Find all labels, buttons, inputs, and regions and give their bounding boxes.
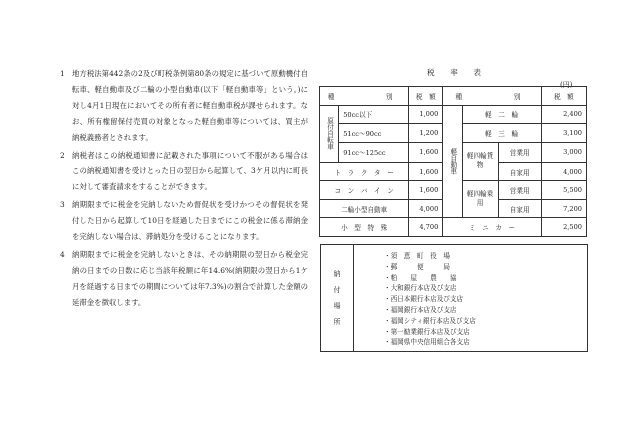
header-kind-left: 種 別 bbox=[320, 87, 409, 106]
list-item: ・須 恵 町 役 場 bbox=[384, 252, 450, 260]
list-item: ・福岡県中央信用組合各支店 bbox=[384, 338, 470, 347]
moped-group-label: 原付自転車 bbox=[320, 105, 339, 162]
payment-label bbox=[321, 245, 354, 351]
header-kind-right: 種 別 bbox=[443, 87, 541, 106]
note-text: 納期限までに税金を完納しないため督促状を受けかつその督促状を発付した日から起算して10日を経過した日までにこの税金に係る滞納金を完納しない場合は、滞納処分を受けることになります。 bbox=[72, 200, 308, 242]
moped-amount: 1,200 bbox=[409, 124, 443, 143]
kei-four-pass-label: 軽四輪乗用 bbox=[462, 181, 498, 218]
moped-amount: 1,600 bbox=[409, 142, 443, 162]
list-item: ・粕 屋 農 協 bbox=[384, 273, 457, 282]
moped-class: 51cc〜90cc bbox=[339, 124, 409, 143]
unit-label: (円) bbox=[560, 81, 573, 89]
left-row-label: コ ン バ イ ン bbox=[320, 181, 409, 200]
usage-label: 自家用 bbox=[498, 199, 541, 218]
moped-class: 91cc〜125cc bbox=[339, 142, 409, 162]
rate-table bbox=[319, 86, 587, 237]
minicar-amount: 2,500 bbox=[541, 218, 586, 237]
note-number: 2 bbox=[60, 150, 65, 160]
kei-four-cargo-label: 軽四輪貨物 bbox=[462, 142, 498, 181]
payment-label-char: 所 bbox=[333, 318, 341, 326]
note-number: 1 bbox=[60, 69, 65, 78]
left-row-label: 小 型 特 殊 bbox=[320, 218, 409, 237]
note-number: 3 bbox=[60, 200, 65, 210]
payment-label-char: 場 bbox=[333, 302, 341, 310]
left-row-amount: 4,000 bbox=[409, 199, 443, 218]
kei-three-label: 軽 三 輪 bbox=[462, 124, 541, 143]
table-header-row bbox=[320, 87, 587, 106]
usage-amount: 5,500 bbox=[541, 181, 586, 200]
left-row-amount: 1,600 bbox=[409, 162, 443, 181]
list-item: ・大和銀行本店及び支店 bbox=[384, 284, 457, 293]
list-item: ・福岡シティ銀行本店及び支店 bbox=[384, 316, 476, 325]
left-row-amount: 4,700 bbox=[409, 218, 443, 237]
payment-label-char: 納 bbox=[333, 270, 341, 278]
note-text: 納期限までに税金を完納しないときは、その納期限の翌日から税金完納の日までの日数に応じ当該年税額に年14.6%(納期限の翌日から1ケ月を経過する日までの期間については年7.3%)の割合で計算した金額の延滞金を徴収します。 bbox=[72, 249, 308, 307]
kei-two-label: 軽 二 輪 bbox=[462, 105, 541, 124]
moped-amount: 1,000 bbox=[409, 105, 443, 124]
payment-places-box bbox=[320, 244, 588, 352]
header-amount-right: 税 額 bbox=[541, 87, 586, 106]
moped-class: 50cc以下 bbox=[339, 105, 409, 124]
kei-three-amount: 3,100 bbox=[541, 124, 586, 143]
list-item: ・第一勧業銀行本店及び支店 bbox=[384, 327, 470, 336]
usage-amount: 7,200 bbox=[541, 199, 586, 218]
minicar-label: ミ ニ カ ー bbox=[443, 218, 541, 237]
usage-amount: 4,000 bbox=[541, 162, 586, 181]
table-row bbox=[320, 218, 587, 237]
note-item bbox=[60, 66, 308, 146]
payment-places-list bbox=[354, 245, 587, 351]
notes-section bbox=[60, 66, 308, 313]
note-item bbox=[60, 247, 308, 311]
note-item bbox=[60, 148, 308, 196]
list-item: ・西日本銀行本店及び支店 bbox=[384, 295, 464, 304]
left-row-label: 二輪小型自動車 bbox=[320, 199, 409, 218]
payment-label-char: 付 bbox=[333, 286, 341, 294]
left-row-label: ト ラ ク タ ー bbox=[320, 162, 409, 181]
usage-amount: 3,000 bbox=[541, 142, 586, 162]
left-row-amount: 1,600 bbox=[409, 181, 443, 200]
usage-label: 営業用 bbox=[498, 142, 541, 162]
rate-table-title: 税 率 表 bbox=[427, 68, 485, 77]
list-item: ・郵 便 局 bbox=[384, 262, 450, 271]
header-amount-left: 税 額 bbox=[409, 87, 443, 106]
note-number: 4 bbox=[60, 249, 65, 259]
list-item: ・福岡銀行本店及び支店 bbox=[384, 305, 457, 314]
table-row bbox=[320, 105, 587, 124]
note-text: 地方税法第442条の2及び町税条例第80条の規定に基づいて原動機付自転車、軽自動車及び二輪の小型自動車(以下「軽自動車等」という。)に対し4月1日現在においてその所有者に軽自動車税が課せられます。なお、所有権留保付売買の対象となった軽自動車等については、買主が納税義務者とされます。 bbox=[72, 69, 308, 142]
note-item bbox=[60, 197, 308, 245]
usage-label: 自家用 bbox=[498, 162, 541, 181]
kei-group-label: 軽自動車 bbox=[443, 105, 462, 218]
kei-two-amount: 2,400 bbox=[541, 105, 586, 124]
usage-label: 営業用 bbox=[498, 181, 541, 200]
note-text: 納税者はこの納税通知書に記載された事項について不服がある場合はこの納税通知書を受けとった日の翌日から起算して、3ケ月以内に町長に対して審査請求をすることができます。 bbox=[72, 150, 308, 192]
